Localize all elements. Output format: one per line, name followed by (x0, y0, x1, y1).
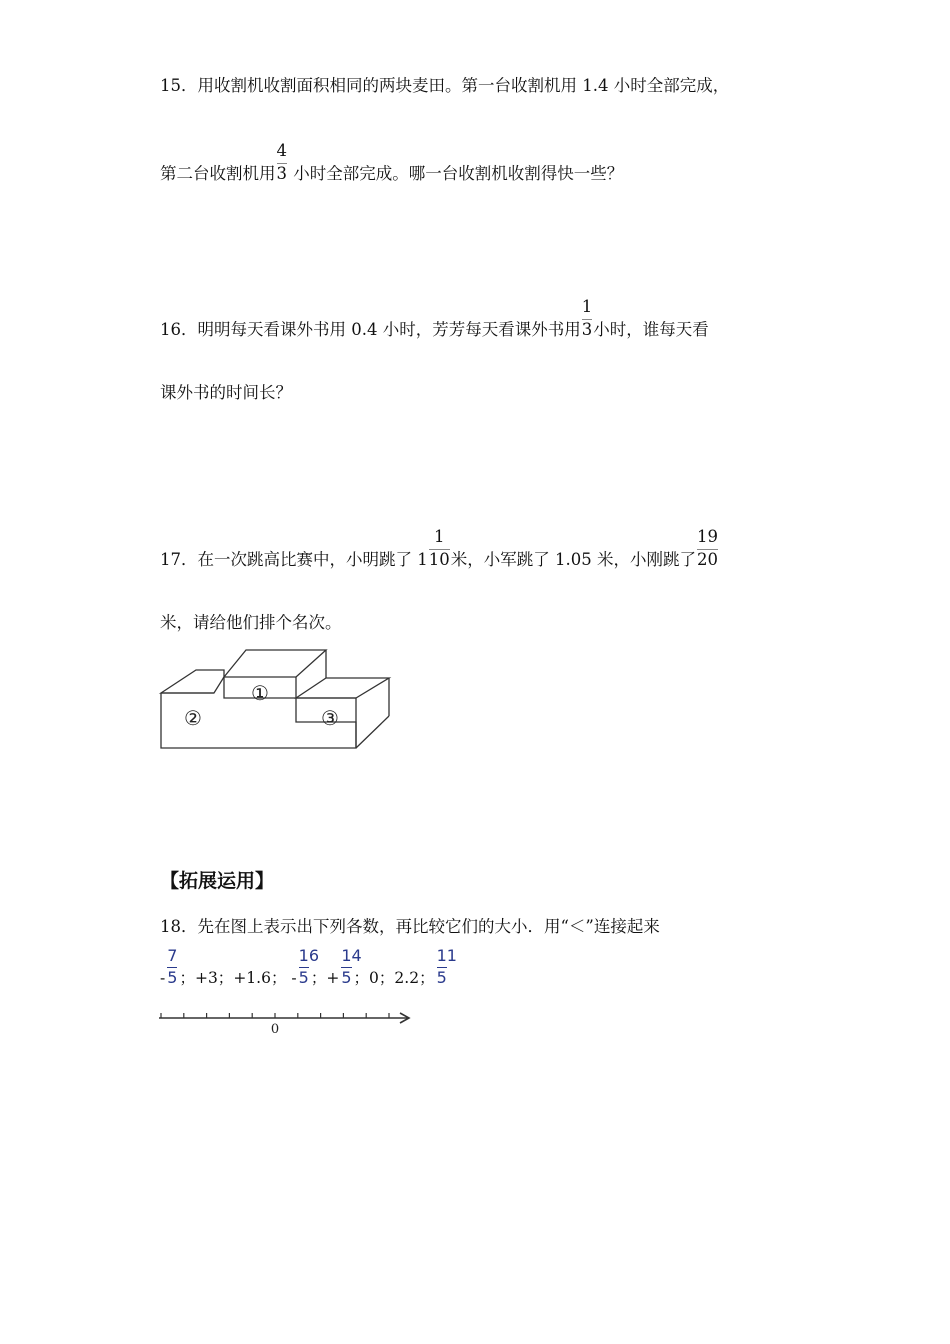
q18-n8-numerator: 11 (437, 946, 447, 968)
q15-text-2a: 第二台收割机用 (160, 164, 276, 183)
q18-n1-sign: - (160, 969, 166, 987)
podium-figure (158, 648, 394, 752)
q15-line-1 (160, 76, 729, 96)
podium-label-third: ③ (321, 706, 339, 730)
q17-text-1b: 米，小军跳了 1.05 米，小刚跳了 (450, 550, 696, 569)
q17-line-2 (160, 613, 342, 633)
q18-sep4: ； (310, 969, 327, 987)
q18-line-1 (160, 917, 660, 937)
q16-line-2 (160, 383, 292, 403)
q18-n4-fraction (298, 946, 319, 988)
q16-fraction-denominator: 3 (581, 320, 593, 339)
q16-fraction (581, 297, 593, 340)
q18-n5-numerator: 14 (341, 946, 351, 968)
q15-fraction-denominator: 3 (276, 164, 287, 183)
q17-mixed-fraction (428, 527, 450, 570)
q18-sep1: ； (179, 969, 195, 987)
podium-third-top (296, 678, 389, 698)
q18-n8-fraction (436, 946, 457, 988)
q17-text-2: 米，请给他们排个名次。 (160, 613, 342, 632)
q15-fraction-numerator: 4 (277, 141, 288, 164)
q18-n5-fraction (341, 946, 362, 988)
q18-sep5: ； (353, 969, 370, 987)
podium-second-top (161, 670, 224, 693)
q18-n4-sign: - (291, 969, 297, 987)
q17-mixed-numerator: 1 (429, 527, 450, 550)
section-heading: 【拓展运用】 (160, 870, 275, 892)
podium-right-side-bottom (356, 716, 389, 748)
q16-line-1 (160, 297, 709, 340)
q15-fraction (276, 141, 288, 184)
q18-n5-sign: + (326, 969, 340, 987)
q17-line-1 (160, 527, 719, 570)
q15-text-2b: 小时全部完成。哪一台收割机收割得快一些？ (293, 164, 624, 183)
q17-fraction-numerator: 19 (697, 527, 718, 550)
q15-line-2 (160, 141, 624, 184)
q18-numbers (160, 946, 457, 988)
q18-n5-denominator: 5 (341, 968, 352, 987)
q18-n7: 2.2； (394, 969, 435, 987)
podium-label-second: ② (184, 706, 202, 730)
q18-n6: 0； (369, 969, 395, 987)
q18-n4-numerator: 16 (299, 946, 309, 968)
q17-text-1a: 17．在一次跳高比赛中，小明跳了 1 (160, 550, 428, 569)
q18-text-1: 18．先在图上表示出下列各数，再比较它们的大小．用“＜”连接起来 (160, 917, 660, 936)
q17-fraction (696, 527, 718, 570)
q16-text-2: 课外书的时间长？ (160, 383, 292, 402)
podium-first-top (224, 650, 326, 677)
number-line-zero-label: 0 (270, 1022, 280, 1037)
q18-n8-denominator: 5 (436, 968, 447, 987)
q17-fraction-denominator: 20 (696, 550, 718, 569)
q18-n2: +3； (194, 969, 234, 987)
number-line (156, 1008, 416, 1038)
q17-mixed-denominator: 10 (428, 550, 450, 569)
q18-n4-denominator: 5 (298, 968, 309, 987)
q18-n3: +1.6； (233, 969, 287, 987)
q18-n1-numerator: 7 (167, 946, 177, 968)
podium-label-first: ① (251, 681, 269, 705)
q15-text-1: 15．用收割机收割面积相同的两块麦田。第一台收割机用 1.4 小时全部完成， (160, 76, 730, 95)
q18-n1-fraction (167, 946, 178, 988)
q16-text-1a: 16．明明每天看课外书用 0.4 小时，芳芳每天看课外书用 (160, 320, 581, 339)
q16-fraction-numerator: 1 (582, 297, 593, 320)
q18-n1-denominator: 5 (167, 968, 178, 987)
q16-text-1b: 小时，谁每天看 (593, 320, 709, 339)
